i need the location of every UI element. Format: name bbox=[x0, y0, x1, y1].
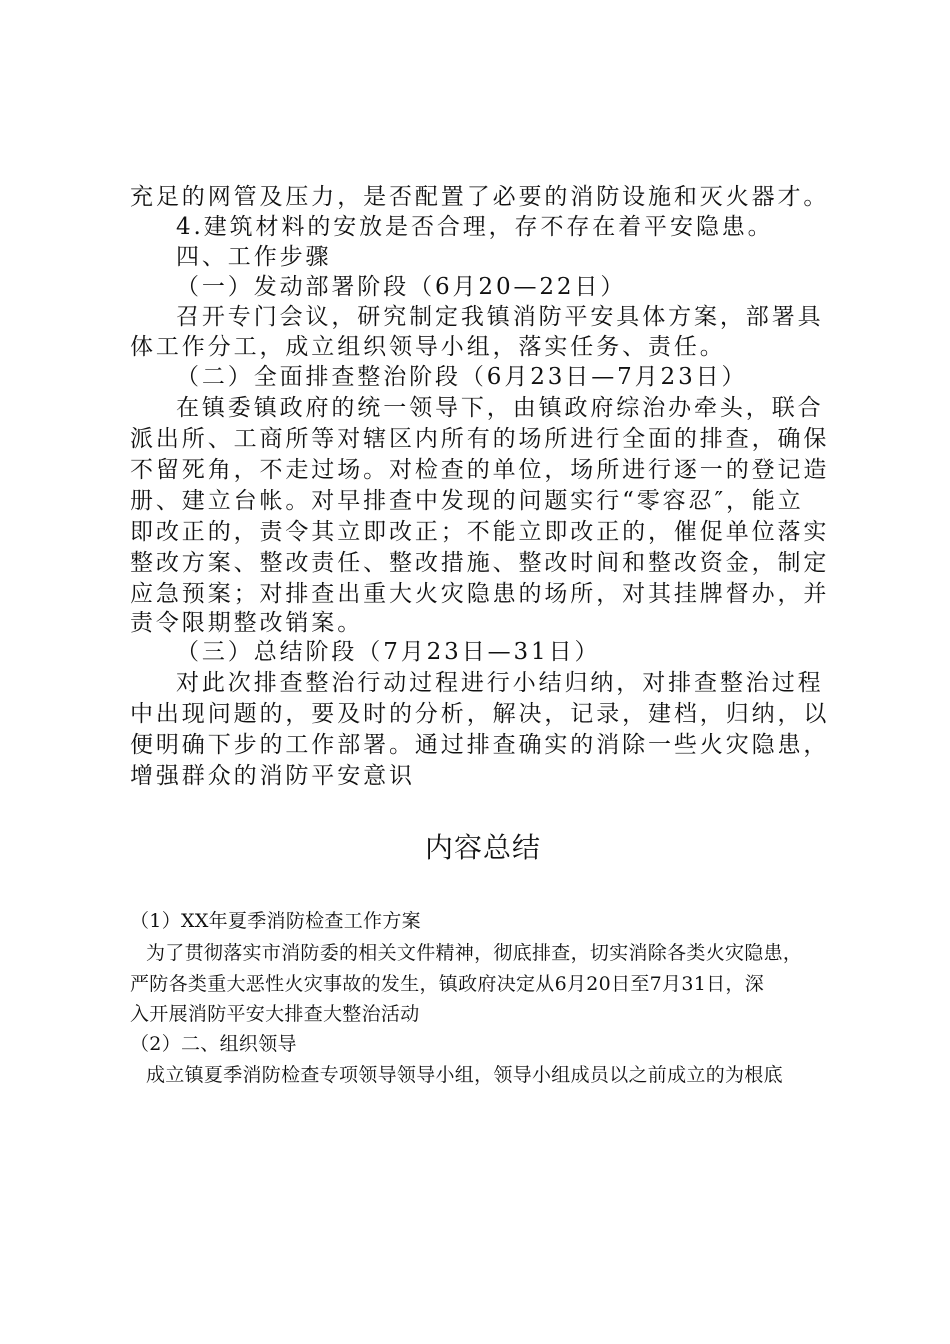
body-line-12: 即改正的，责令其立即改正；不能立即改正的，催促单位落实 bbox=[130, 519, 830, 545]
body-line-15: 责令限期整改销案。 bbox=[130, 610, 364, 636]
phase-1-heading: （一）发动部署阶段（6月20—22日） bbox=[176, 274, 627, 300]
phase-2-heading: （二）全面排查整治阶段（6月23日—7月23日） bbox=[176, 364, 748, 390]
summary-item-1-line-1: 为了贯彻落实市消防委的相关文件精神，彻底排查，切实消除各类火灾隐患， bbox=[146, 942, 803, 964]
body-line-17: 对此次排查整治行动过程进行小结归纳，对排查整治过程 bbox=[176, 670, 824, 696]
body-line-1: 充足的网管及压力，是否配置了必要的消防设施和灭火器才。 bbox=[130, 184, 830, 210]
body-line-18: 中出现问题的，要及时的分析，解决，记录，建档，归纳，以 bbox=[130, 701, 830, 727]
section-heading-work-steps: 四、工作步骤 bbox=[176, 244, 332, 270]
body-line-11: 册、建立台帐。对早排查中发现的问题实行“零容忍″，能立 bbox=[130, 488, 804, 514]
summary-item-2-title: （2）二、组织领导 bbox=[130, 1033, 297, 1055]
body-line-8: 在镇委镇政府的统一领导下，由镇政府综治办牵头，联合 bbox=[176, 395, 824, 421]
body-line-20: 增强群众的消防平安意识 bbox=[130, 763, 415, 789]
summary-item-1-line-3: 入开展消防平安大排查大整治活动 bbox=[130, 1003, 420, 1025]
body-line-2: 4.建筑材料的安放是否合理，存不存在着平安隐患。 bbox=[176, 214, 774, 240]
phase-3-heading: （三）总结阶段（7月23日—31日） bbox=[176, 639, 601, 665]
body-line-10: 不留死角，不走过场。对检查的单位，场所进行逐一的登记造 bbox=[130, 457, 830, 483]
body-line-9: 派出所、工商所等对辖区内所有的场所进行全面的排查，确保 bbox=[130, 426, 830, 452]
summary-item-1-line-2: 严防各类重大恶性火灾事故的发生，镇政府决定从6月20日至7月31日，深 bbox=[130, 973, 765, 995]
body-line-14: 应急预案；对排查出重大火灾隐患的场所，对其挂牌督办，并 bbox=[130, 581, 830, 607]
body-line-13: 整改方案、整改责任、整改措施、整改时间和整改资金，制定 bbox=[130, 550, 830, 576]
body-line-5: 召开专门会议，研究制定我镇消防平安具体方案，部署具 bbox=[176, 304, 824, 330]
body-line-6: 体工作分工，成立组织领导小组，落实任务、责任。 bbox=[130, 334, 726, 360]
body-line-19: 便明确下步的工作部署。通过排查确实的消除一些火灾隐患， bbox=[130, 732, 830, 758]
summary-item-1-title: （1）XX年夏季消防检查工作方案 bbox=[130, 910, 421, 932]
summary-item-2-line-1: 成立镇夏季消防检查专项领导领导小组，领导小组成员以之前成立的为根底 bbox=[146, 1064, 783, 1086]
summary-heading: 内容总结 bbox=[425, 831, 542, 864]
